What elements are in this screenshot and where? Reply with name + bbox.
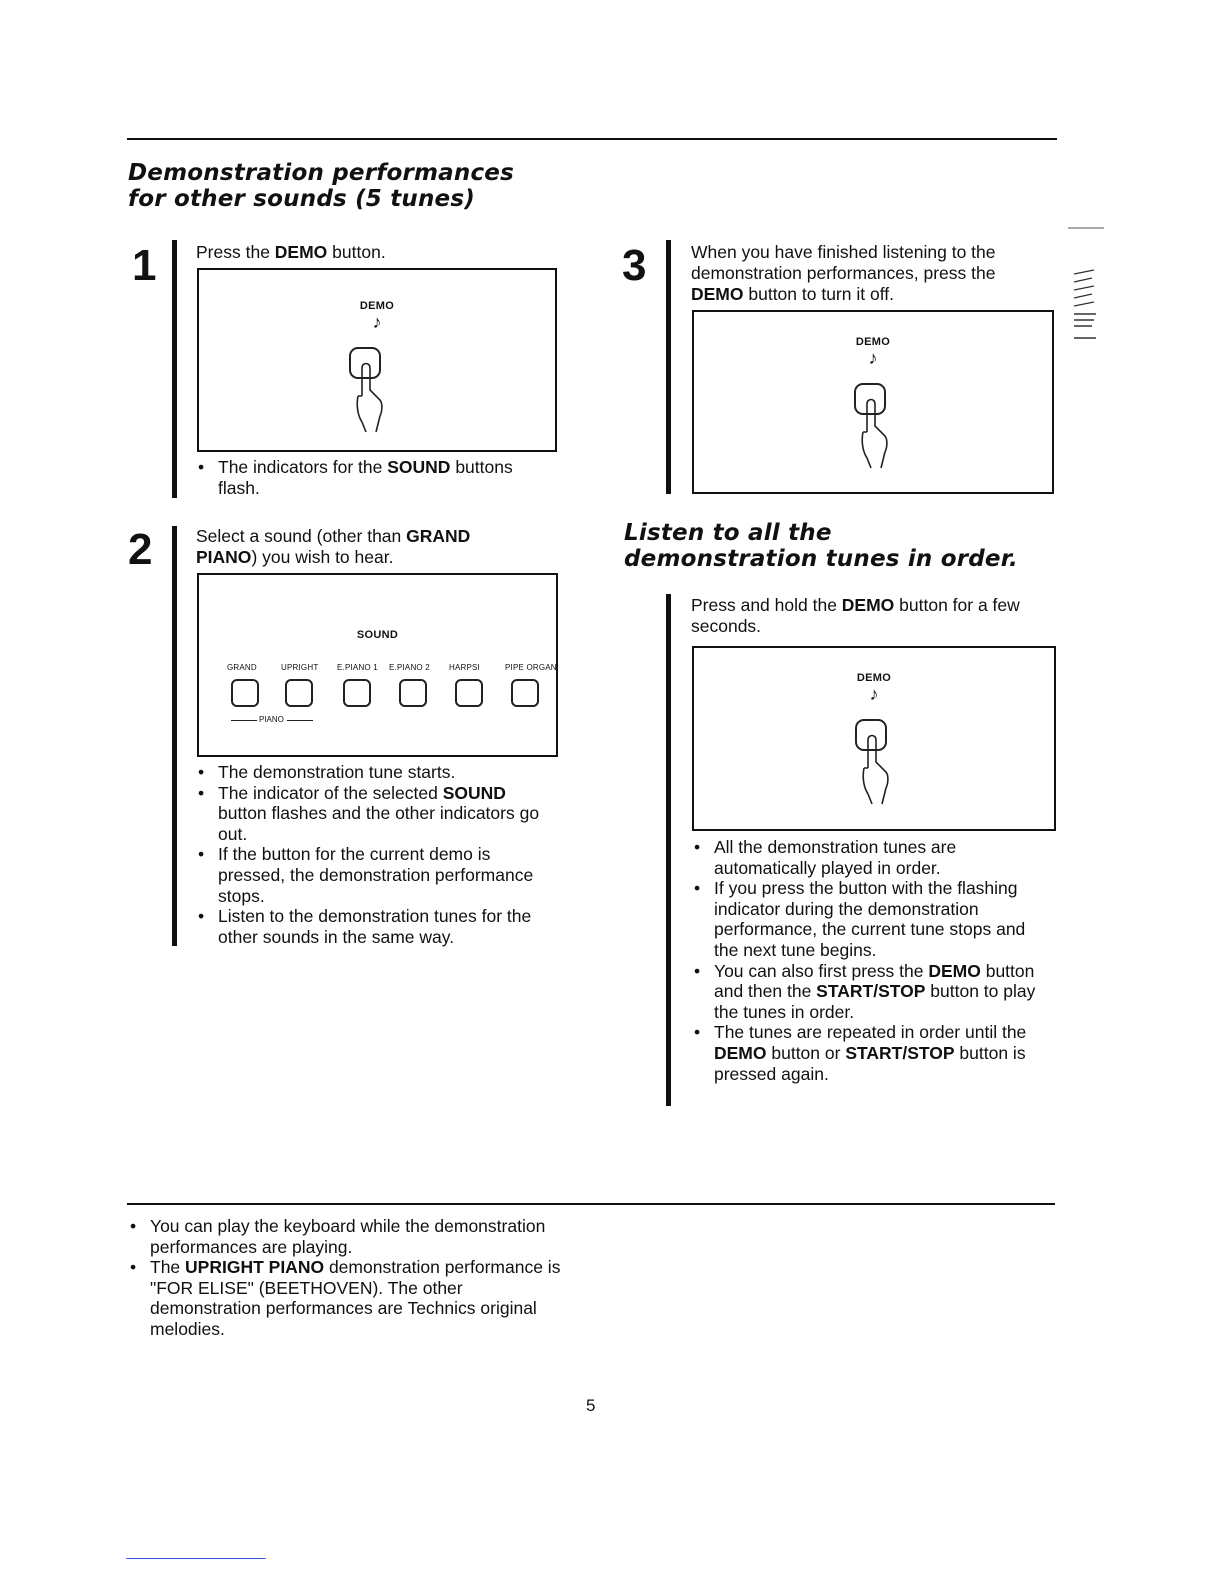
step-1-instruction: Press the DEMO button. — [196, 242, 386, 262]
sound-button-grand[interactable] — [231, 679, 259, 707]
list-item: • You can play the keyboard while the demonstration performances are playing. — [128, 1216, 568, 1257]
step-1-bullets — [196, 457, 536, 498]
step-2-instruction: Select a sound (other than GRAND PIANO) you wish to hear. — [196, 526, 471, 567]
list-item: • The tunes are repeated in order until the DEMO button or START/STOP button is pressed again. — [692, 1022, 1052, 1084]
list-item: • The indicators for the SOUND buttons flash. — [196, 457, 536, 498]
eighth-note-icon: ♪ — [868, 348, 878, 368]
heading-line-1: Demonstration performances — [128, 160, 514, 186]
pressing-finger-icon[interactable] — [845, 382, 905, 472]
sound-button-harpsi[interactable] — [455, 679, 483, 707]
sound-label-epiano2: E.PIANO 2 — [389, 663, 430, 672]
demo-label: DEMO — [359, 300, 395, 312]
section-2-demo-panel — [692, 646, 1056, 831]
step-1-bar — [172, 240, 177, 498]
eighth-note-icon: ♪ — [869, 684, 879, 704]
sound-label-epiano1: E.PIANO 1 — [337, 663, 378, 672]
section-2-instruction: Press and hold the DEMO button for a few seconds. — [691, 595, 1020, 636]
step-1-demo-panel — [197, 268, 557, 452]
heading-line-1: Listen to all the — [624, 520, 832, 546]
list-item: • The UPRIGHT PIANO demonstration performance is "FOR ELISE" (BEETHOVEN). The other demonstration performances are Technics original melodies. — [128, 1257, 568, 1339]
sound-button-upright[interactable] — [285, 679, 313, 707]
list-item: • The indicator of the selected SOUND button flashes and the other indicators go out. — [196, 783, 556, 845]
sound-label-pipe-organ: PIPE ORGAN — [505, 663, 557, 672]
sound-label-harpsi: HARPSI — [449, 663, 480, 672]
list-item: • You can also first press the DEMO button and then the START/STOP button to play the tunes in order. — [692, 961, 1052, 1023]
section-heading-listen-all — [624, 520, 1054, 572]
sound-label: SOUND — [356, 629, 399, 641]
demo-label: DEMO — [856, 672, 892, 684]
step-2-bullets — [196, 762, 556, 947]
heading-line-2: demonstration tunes in order. — [624, 546, 1018, 572]
section-2-bullets — [692, 837, 1052, 1084]
footer-notes — [128, 1216, 568, 1340]
sound-button-epiano1[interactable] — [343, 679, 371, 707]
list-item: • The demonstration tune starts. — [196, 762, 556, 783]
sound-button-labels — [199, 663, 556, 677]
step-2-sound-panel — [197, 573, 558, 757]
step-3-instruction: When you have finished listening to the demonstration performances, press the DEMO button to turn it off. — [691, 242, 996, 304]
step-3-bar — [666, 240, 671, 494]
list-item: • Listen to the demonstration tunes for the other sounds in the same way. — [196, 906, 556, 947]
step-2-number: 2 — [128, 525, 153, 574]
margin-marks-icon — [1066, 226, 1106, 346]
step-1-number: 1 — [132, 241, 157, 290]
demo-label: DEMO — [855, 336, 891, 348]
step-2-bar — [172, 526, 177, 946]
sound-button-epiano2[interactable] — [399, 679, 427, 707]
step-3-number: 3 — [622, 241, 647, 290]
heading-line-2: for other sounds (5 tunes) — [128, 186, 475, 212]
section-2-bar — [666, 594, 671, 1106]
step-3-demo-panel — [692, 310, 1054, 494]
section-heading-demo-performances — [128, 160, 648, 212]
footer-link-rule — [126, 1558, 266, 1559]
eighth-note-icon: ♪ — [372, 312, 382, 332]
sound-label-grand: GRAND — [227, 663, 257, 672]
pressing-finger-icon[interactable] — [340, 346, 400, 436]
piano-group-label: PIANO — [259, 715, 284, 724]
sound-button-pipe-organ[interactable] — [511, 679, 539, 707]
list-item: • If the button for the current demo is pressed, the demonstration performance stops. — [196, 844, 556, 906]
top-rule — [127, 138, 1057, 140]
bottom-rule — [127, 1203, 1055, 1205]
list-item: • If you press the button with the flashing indicator during the demonstration performance, the current tune stops and the next tune begins. — [692, 878, 1052, 960]
sound-label-upright: UPRIGHT — [281, 663, 319, 672]
pressing-finger-icon[interactable] — [846, 718, 906, 808]
page-number: 5 — [586, 1396, 596, 1415]
list-item: • All the demonstration tunes are automatically played in order. — [692, 837, 1052, 878]
